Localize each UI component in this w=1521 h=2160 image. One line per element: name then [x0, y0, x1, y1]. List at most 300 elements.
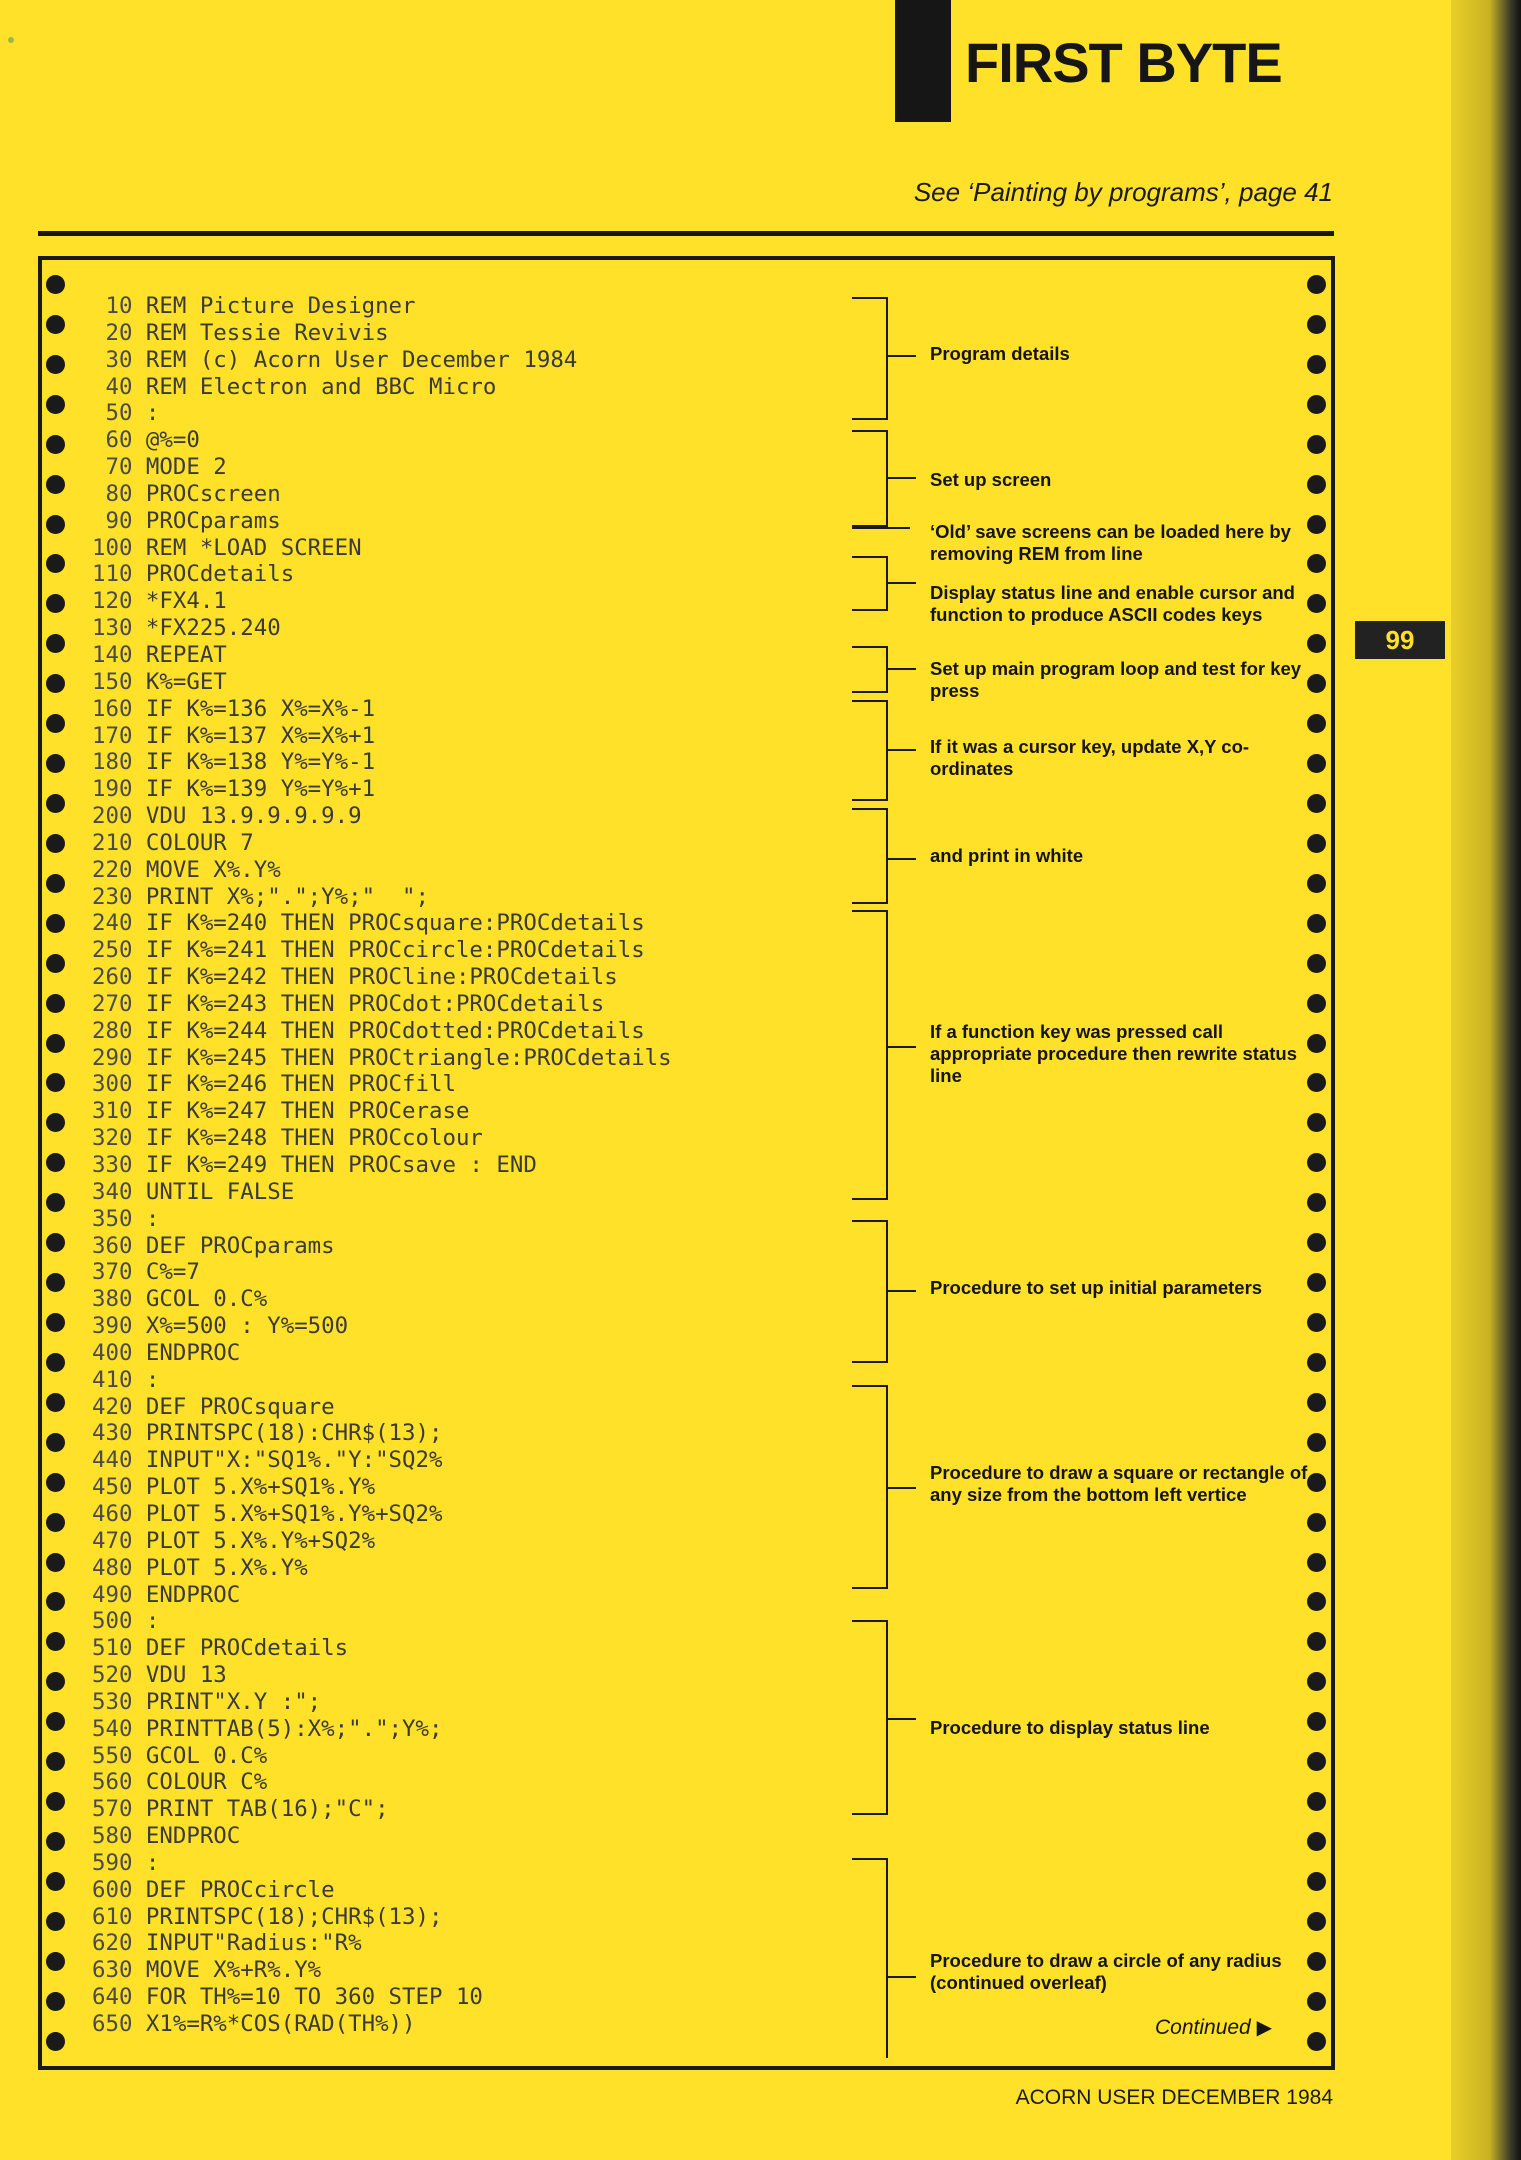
basic-statement: IF K%=245 THEN PROCtriangle:PROCdetails: [145, 1044, 672, 1071]
code-line: [92, 830, 892, 857]
print-speck: [8, 37, 14, 43]
code-line: [92, 1474, 892, 1501]
bracket-print-white: [852, 808, 888, 904]
code-line: [92, 454, 892, 481]
sprocket-holes-right: [1307, 260, 1327, 2066]
bracket-status-proc: [852, 1620, 888, 1815]
sprocket-hole: [46, 554, 65, 573]
line-number: 340: [92, 1178, 133, 1205]
basic-statement: MODE 2: [145, 454, 227, 481]
code-line: [92, 588, 892, 615]
sprocket-hole: [1307, 435, 1326, 454]
sprocket-holes-left: [46, 260, 66, 2066]
basic-statement: REM *LOAD SCREEN: [145, 534, 362, 561]
code-line: [92, 1796, 892, 1823]
sprocket-hole: [46, 1153, 65, 1172]
line-number: 250: [92, 937, 133, 964]
basic-statement: MOVE X%+R%.Y%: [145, 1957, 322, 1984]
line-number: 650: [92, 2011, 133, 2037]
sprocket-hole: [46, 714, 65, 733]
line-number: 460: [92, 1500, 133, 1527]
line-number: 70: [105, 454, 133, 481]
line-number: 390: [92, 1313, 133, 1340]
note-draw-circle: Procedure to draw a circle of any radius (continued overleaf): [930, 1950, 1282, 1993]
sprocket-hole: [46, 435, 65, 454]
line-number: 170: [92, 722, 133, 749]
line-number: 60: [105, 427, 133, 454]
code-line: [92, 1045, 892, 1072]
bracket-program-details: [852, 297, 888, 420]
line-number: 190: [92, 776, 133, 803]
sprocket-hole: [1307, 794, 1326, 813]
sprocket-hole: [46, 1712, 65, 1731]
code-line: [92, 1018, 892, 1045]
basic-statement: IF K%=244 THEN PROCdotted:PROCdetails: [145, 1017, 645, 1044]
sprocket-hole: [1307, 994, 1326, 1013]
line-number: 520: [92, 1662, 133, 1689]
basic-statement: PLOT 5.X%.Y%: [145, 1554, 308, 1581]
line-number: 130: [92, 615, 133, 642]
note-main-loop: Set up main program loop and test for key press: [930, 658, 1302, 701]
line-number: 150: [92, 668, 133, 695]
code-line: [92, 1125, 892, 1152]
code-line: [92, 749, 892, 776]
code-line: [92, 1313, 892, 1340]
line-number: 30: [105, 346, 133, 373]
bracket-main-loop: [852, 646, 888, 693]
basic-statement: PLOT 5.X%+SQ1%.Y%: [145, 1474, 376, 1501]
sprocket-hole: [46, 1513, 65, 1532]
sprocket-hole: [1307, 1752, 1326, 1771]
code-line: [92, 1501, 892, 1528]
sprocket-hole: [1307, 1553, 1326, 1572]
sprocket-hole: [46, 1752, 65, 1771]
sprocket-hole: [1307, 954, 1326, 973]
code-line: [92, 669, 892, 696]
sprocket-hole: [46, 1313, 65, 1332]
bracket-draw-square: [852, 1385, 888, 1589]
code-line: [92, 535, 892, 562]
sprocket-hole: [1307, 1872, 1326, 1891]
line-number: 200: [92, 803, 133, 830]
line-number: 620: [92, 1930, 133, 1957]
code-line: [92, 400, 892, 427]
bracket-initial-params: [852, 1220, 888, 1363]
basic-statement: IF K%=136 X%=X%-1: [145, 695, 376, 722]
page-edge-shadow: [1451, 0, 1521, 2160]
line-number: 330: [92, 1152, 133, 1178]
line-number: 380: [92, 1286, 133, 1313]
code-line: [92, 320, 892, 347]
basic-statement: ENDPROC: [145, 1823, 241, 1850]
sprocket-hole: [46, 1233, 65, 1252]
line-number: 600: [92, 1876, 133, 1903]
basic-statement: VDU 13.9.9.9.9.9: [145, 803, 362, 830]
basic-statement: ENDPROC: [145, 1581, 241, 1608]
line-number: 630: [92, 1957, 133, 1984]
line-number: 370: [92, 1259, 133, 1286]
bracket-line-90: [852, 527, 910, 529]
code-line: [92, 1984, 892, 2011]
bracket-set-up-screen: [852, 430, 888, 527]
sprocket-hole: [46, 1034, 65, 1053]
sprocket-hole: [1307, 1992, 1326, 2011]
sprocket-hole: [46, 1193, 65, 1212]
note-cursor-key: If it was a cursor key, update X,Y co-ordinates: [930, 736, 1250, 779]
line-number: 180: [92, 749, 133, 776]
code-line: [92, 884, 892, 911]
code-line: [92, 642, 892, 669]
basic-statement: PLOT 5.X%.Y%+SQ2%: [145, 1527, 376, 1554]
basic-statement: DEF PROCcircle: [145, 1876, 335, 1903]
basic-statement: @%=0: [145, 427, 200, 454]
line-number: 500: [92, 1608, 133, 1635]
sprocket-hole: [46, 634, 65, 653]
code-line: [92, 1071, 892, 1098]
line-number: 640: [92, 1984, 133, 2011]
line-number: 20: [105, 319, 133, 346]
code-line: [92, 1098, 892, 1125]
code-line: [92, 1447, 892, 1474]
code-line: [92, 803, 892, 830]
sprocket-hole: [1307, 914, 1326, 933]
basic-statement: DEF PROCsquare: [145, 1393, 335, 1420]
sprocket-hole: [46, 594, 65, 613]
sprocket-hole: [46, 1073, 65, 1092]
code-line: [92, 1233, 892, 1260]
line-number: 80: [105, 480, 133, 507]
note-status-line-proc: Procedure to display status line: [930, 1717, 1210, 1738]
code-line: [92, 964, 892, 991]
line-number: 40: [105, 373, 133, 400]
sprocket-hole: [46, 1273, 65, 1292]
sprocket-hole: [1307, 1912, 1326, 1931]
code-line: [92, 1179, 892, 1206]
basic-statement: COLOUR 7: [145, 829, 254, 856]
line-number: 560: [92, 1769, 133, 1796]
basic-statement: REM Picture Designer: [145, 293, 416, 319]
sprocket-hole: [1307, 1113, 1326, 1132]
sprocket-hole: [1307, 315, 1326, 334]
footer-issue: ACORN USER DECEMBER 1984: [1015, 2086, 1333, 2109]
listing-frame: [38, 256, 1335, 2070]
basic-statement: :: [145, 1849, 160, 1876]
basic-statement: REPEAT: [145, 641, 227, 668]
basic-statement: PRINT"X.Y :";: [145, 1688, 322, 1715]
basic-statement: INPUT"Radius:"R%: [145, 1930, 362, 1957]
sprocket-hole: [46, 674, 65, 693]
basic-statement: IF K%=249 THEN PROCsave : END: [145, 1152, 537, 1178]
code-line: [92, 1635, 892, 1662]
note-old-save-screens: ‘Old’ save screens can be loaded here by removing REM from line: [930, 521, 1291, 564]
section-title: FIRST BYTE: [965, 31, 1282, 94]
sprocket-hole: [1307, 1632, 1326, 1651]
line-number: 300: [92, 1071, 133, 1098]
line-number: 550: [92, 1742, 133, 1769]
sprocket-hole: [1307, 1393, 1326, 1412]
code-line: [92, 615, 892, 642]
sprocket-hole: [1307, 874, 1326, 893]
basic-statement: PLOT 5.X%+SQ1%.Y%+SQ2%: [145, 1500, 443, 1527]
line-number: 610: [92, 1903, 133, 1930]
basic-statement: FOR TH%=10 TO 360 STEP 10: [145, 1984, 483, 2011]
basic-statement: DEF PROCparams: [145, 1232, 335, 1259]
basic-statement: IF K%=248 THEN PROCcolour: [145, 1125, 483, 1152]
code-line: [92, 1716, 892, 1743]
code-line: [92, 2011, 892, 2038]
sprocket-hole: [1307, 1233, 1326, 1252]
basic-statement: K%=GET: [145, 668, 227, 695]
code-line: [92, 1689, 892, 1716]
line-number: 290: [92, 1044, 133, 1071]
basic-statement: *FX225.240: [145, 615, 281, 642]
basic-statement: ENDPROC: [145, 1339, 241, 1366]
basic-statement: IF K%=240 THEN PROCsquare:PROCdetails: [145, 910, 645, 937]
line-number: 360: [92, 1232, 133, 1259]
code-line: [92, 696, 892, 723]
sprocket-hole: [46, 1792, 65, 1811]
sprocket-hole: [46, 1912, 65, 1931]
header-rule: [38, 231, 1334, 236]
line-number: 90: [105, 507, 133, 534]
basic-statement: IF K%=137 X%=X%+1: [145, 722, 376, 749]
basic-statement: INPUT"X:"SQ1%."Y:"SQ2%: [145, 1447, 443, 1474]
code-line: [92, 1877, 892, 1904]
basic-statement: GCOL 0.C%: [145, 1286, 268, 1313]
bracket-status-display: [852, 556, 888, 611]
line-number: 220: [92, 856, 133, 883]
basic-statement: MOVE X%.Y%: [145, 856, 281, 883]
code-line: [92, 1555, 892, 1582]
sprocket-hole: [1307, 1433, 1326, 1452]
basic-statement: GCOL 0.C%: [145, 1742, 268, 1769]
basic-statement: PROCparams: [145, 507, 281, 534]
basic-statement: :: [145, 1205, 160, 1232]
sprocket-hole: [46, 994, 65, 1013]
code-line: [92, 427, 892, 454]
basic-statement: REM Electron and BBC Micro: [145, 373, 497, 400]
sprocket-hole: [1307, 1832, 1326, 1851]
code-line: [92, 1367, 892, 1394]
code-line: [92, 1957, 892, 1984]
sprocket-hole: [46, 874, 65, 893]
code-line: [92, 937, 892, 964]
sprocket-hole: [46, 2032, 65, 2051]
sprocket-hole: [1307, 395, 1326, 414]
line-number: 420: [92, 1393, 133, 1420]
sprocket-hole: [1307, 634, 1326, 653]
bracket-draw-circle: [852, 1858, 888, 2058]
right-triangle-icon: ▶: [1256, 2017, 1272, 2039]
line-number: 480: [92, 1554, 133, 1581]
note-display-status: Display status line and enable cursor and function to produce ASCII codes keys: [930, 582, 1295, 625]
code-line: [92, 481, 892, 508]
basic-statement: PROCscreen: [145, 480, 281, 507]
sprocket-hole: [46, 954, 65, 973]
basic-statement: PRINTTAB(5):X%;".";Y%;: [145, 1715, 443, 1742]
basic-statement: VDU 13: [145, 1662, 227, 1689]
sprocket-hole: [1307, 2032, 1326, 2051]
basic-statement: IF K%=138 Y%=Y%-1: [145, 749, 376, 776]
code-line: [92, 1582, 892, 1609]
sprocket-hole: [46, 1952, 65, 1971]
continued-label: [1155, 2015, 1272, 2040]
line-number: 270: [92, 990, 133, 1017]
sprocket-hole: [1307, 1672, 1326, 1691]
line-number: 590: [92, 1849, 133, 1876]
sprocket-hole: [1307, 714, 1326, 733]
line-number: 240: [92, 910, 133, 937]
basic-statement: :: [145, 1608, 160, 1635]
code-line: [92, 1769, 892, 1796]
sprocket-hole: [1307, 1792, 1326, 1811]
sprocket-hole: [46, 1992, 65, 2011]
code-line: [92, 1608, 892, 1635]
basic-statement: DEF PROCdetails: [145, 1635, 349, 1662]
sprocket-hole: [46, 1592, 65, 1611]
line-number: 210: [92, 829, 133, 856]
sprocket-hole: [1307, 1513, 1326, 1532]
code-line: [92, 1206, 892, 1233]
line-number: 510: [92, 1635, 133, 1662]
basic-statement: C%=7: [145, 1259, 200, 1286]
sprocket-hole: [46, 1832, 65, 1851]
line-number: 230: [92, 883, 133, 910]
sprocket-hole: [46, 834, 65, 853]
sprocket-hole: [46, 1473, 65, 1492]
basic-statement: IF K%=246 THEN PROCfill: [145, 1071, 456, 1098]
line-number: 10: [105, 293, 133, 319]
sprocket-hole: [46, 794, 65, 813]
basic-statement: COLOUR C%: [145, 1769, 268, 1796]
line-number: 530: [92, 1688, 133, 1715]
basic-statement: PRINT X%;".";Y%;" ";: [145, 883, 429, 910]
sprocket-hole: [1307, 275, 1326, 294]
code-line: [92, 293, 892, 320]
line-number: 400: [92, 1339, 133, 1366]
code-line: [92, 561, 892, 588]
sprocket-hole: [46, 1113, 65, 1132]
code-line: [92, 857, 892, 884]
bracket-cursor-keys: [852, 700, 888, 801]
basic-statement: :: [145, 400, 160, 427]
sprocket-hole: [1307, 1193, 1326, 1212]
note-draw-square: Procedure to draw a square or rectangle of any size from the bottom left vertice: [930, 1462, 1308, 1505]
code-line: [92, 776, 892, 803]
code-line: [92, 374, 892, 401]
basic-statement: IF K%=247 THEN PROCerase: [145, 1098, 470, 1125]
sprocket-hole: [1307, 1353, 1326, 1372]
code-line: [92, 1259, 892, 1286]
line-number: 140: [92, 641, 133, 668]
sprocket-hole: [46, 1353, 65, 1372]
basic-statement: PRINT TAB(16);"C";: [145, 1796, 389, 1823]
sprocket-hole: [46, 754, 65, 773]
note-initial-params: Procedure to set up initial parameters: [930, 1277, 1263, 1298]
sprocket-hole: [46, 515, 65, 534]
code-line: [92, 1420, 892, 1447]
code-line: [92, 1823, 892, 1850]
line-number: 540: [92, 1715, 133, 1742]
basic-statement: UNTIL FALSE: [145, 1178, 295, 1205]
code-line: [92, 991, 892, 1018]
line-number: 260: [92, 964, 133, 991]
code-line: [92, 1286, 892, 1313]
basic-statement: :: [145, 1366, 160, 1393]
line-number: 110: [92, 561, 133, 588]
basic-statement: PROCdetails: [145, 561, 295, 588]
note-set-up-screen: Set up screen: [930, 469, 1052, 490]
line-number: 450: [92, 1474, 133, 1501]
code-line: [92, 723, 892, 750]
note-function-key: If a function key was pressed call appropriate procedure then rewrite status line: [930, 1021, 1298, 1086]
line-number: 570: [92, 1796, 133, 1823]
sprocket-hole: [46, 1393, 65, 1412]
code-line: [92, 1394, 892, 1421]
line-number: 350: [92, 1205, 133, 1232]
code-line: [92, 1528, 892, 1555]
basic-statement: IF K%=139 Y%=Y%+1: [145, 776, 376, 803]
sprocket-hole: [46, 355, 65, 374]
sprocket-hole: [46, 395, 65, 414]
basic-statement: REM Tessie Revivis: [145, 319, 389, 346]
basic-statement: X%=500 : Y%=500: [145, 1313, 349, 1340]
sprocket-hole: [46, 914, 65, 933]
basic-statement: X1%=R%*COS(RAD(TH%)): [145, 2011, 416, 2037]
code-line: [92, 508, 892, 535]
code-line: [92, 910, 892, 937]
line-number: 310: [92, 1098, 133, 1125]
line-number: 430: [92, 1420, 133, 1447]
code-line: [92, 1850, 892, 1877]
line-number: 580: [92, 1823, 133, 1850]
sprocket-hole: [46, 475, 65, 494]
line-number: 50: [105, 400, 133, 427]
basic-statement: IF K%=243 THEN PROCdot:PROCdetails: [145, 990, 605, 1017]
sprocket-hole: [46, 1672, 65, 1691]
sprocket-hole: [46, 1553, 65, 1572]
bracket-function-keys: [852, 910, 888, 1200]
sprocket-hole: [46, 1632, 65, 1651]
note-program-details: Program details: [930, 343, 1070, 364]
basic-statement: REM (c) Acorn User December 1984: [145, 346, 578, 373]
line-number: 490: [92, 1581, 133, 1608]
article-reference: See ‘Painting by programs’, page 41: [913, 177, 1333, 207]
line-number: 410: [92, 1366, 133, 1393]
line-number: 320: [92, 1125, 133, 1152]
code-line: [92, 1340, 892, 1367]
code-line: [92, 1743, 892, 1770]
line-number: 120: [92, 588, 133, 615]
line-number: 280: [92, 1017, 133, 1044]
basic-statement: IF K%=242 THEN PROCline:PROCdetails: [145, 964, 618, 991]
line-number: 440: [92, 1447, 133, 1474]
basic-statement: PRINTSPC(18);CHR$(13);: [145, 1903, 443, 1930]
line-number: 470: [92, 1527, 133, 1554]
sprocket-hole: [1307, 1592, 1326, 1611]
continued-text: Continued: [1155, 2016, 1251, 2039]
line-number: 160: [92, 695, 133, 722]
code-line: [92, 347, 892, 374]
code-line: [92, 1662, 892, 1689]
sprocket-hole: [46, 1433, 65, 1452]
page-number-tab: 99: [1355, 621, 1445, 659]
sprocket-hole: [46, 275, 65, 294]
header-block: [895, 0, 951, 122]
code-line: [92, 1904, 892, 1931]
basic-statement: PRINTSPC(18):CHR$(13);: [145, 1420, 443, 1447]
sprocket-hole: [1307, 1313, 1326, 1332]
